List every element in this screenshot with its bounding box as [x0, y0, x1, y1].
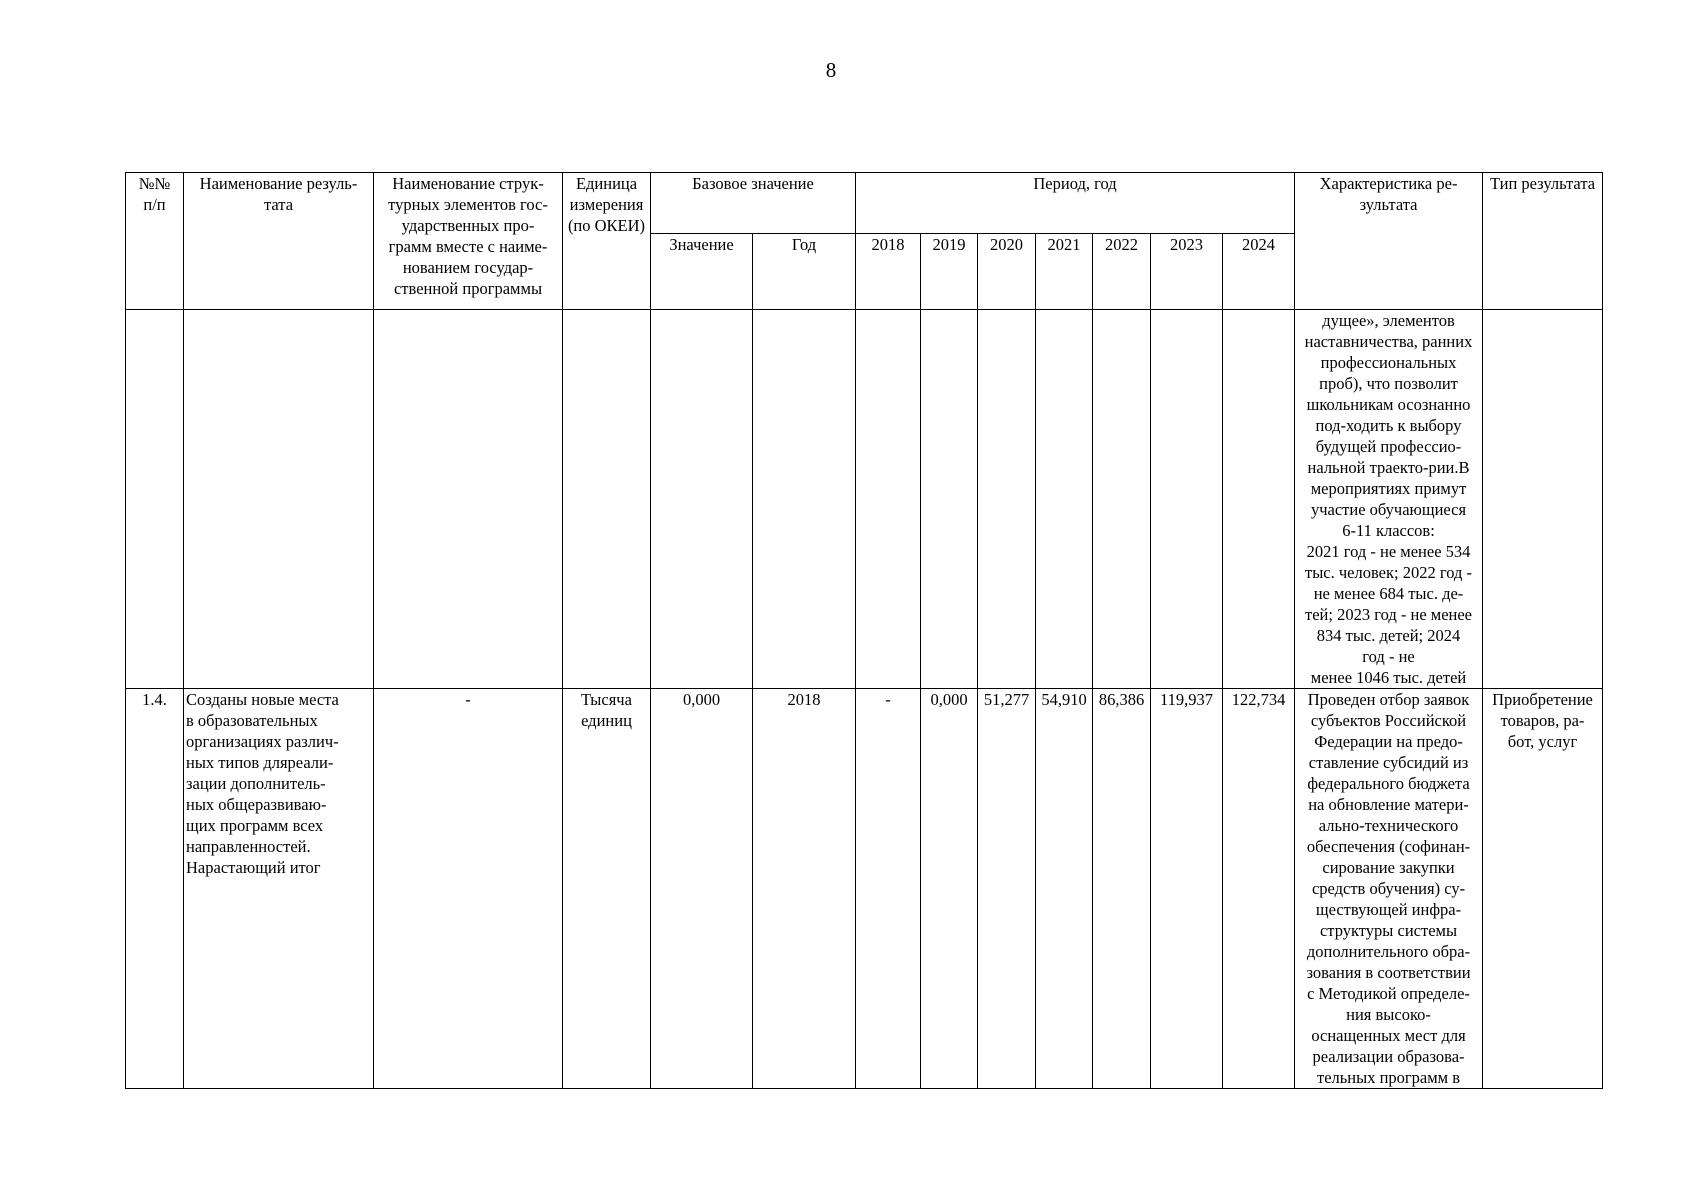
- header-year: 2019: [921, 234, 978, 310]
- cell-year-value: 86,386: [1093, 689, 1151, 1089]
- cell-year-value: 51,277: [978, 689, 1036, 1089]
- cell-empty: [856, 310, 921, 689]
- cell-empty: [1036, 310, 1093, 689]
- cell-empty: [978, 310, 1036, 689]
- table-row-continuation: [126, 310, 1603, 689]
- results-table: [125, 172, 1603, 1089]
- page-number: 8: [825, 58, 837, 82]
- cell-year-value: 54,910: [1036, 689, 1093, 1089]
- cell-year-value: 119,937: [1151, 689, 1223, 1089]
- header-base-value-group: Базовое значение: [651, 173, 856, 234]
- header-base-year: Год: [753, 234, 856, 310]
- cell-empty: [374, 310, 563, 689]
- table-row-1-4: [126, 689, 1603, 1089]
- cell-empty: [1151, 310, 1223, 689]
- header-year: 2022: [1093, 234, 1151, 310]
- cell-empty: [563, 310, 651, 689]
- header-year: 2018: [856, 234, 921, 310]
- header-num: №№ п/п: [126, 173, 184, 310]
- header-characteristic: Характеристика ре- зультата: [1295, 173, 1483, 310]
- cell-empty: [1483, 310, 1603, 689]
- cell-empty: [1223, 310, 1295, 689]
- header-year: 2020: [978, 234, 1036, 310]
- cell-empty: [651, 310, 753, 689]
- header-result-type: Тип результата: [1483, 173, 1603, 310]
- cell-empty: [753, 310, 856, 689]
- cell-year-value: 122,734: [1223, 689, 1295, 1089]
- header-year: 2023: [1151, 234, 1223, 310]
- cell-empty: [184, 310, 374, 689]
- header-base-value: Значение: [651, 234, 753, 310]
- cell-unit: Тысяча единиц: [563, 689, 651, 1089]
- header-result-name: Наименование резуль- тата: [184, 173, 374, 310]
- header-year: 2021: [1036, 234, 1093, 310]
- cell-year-value: 0,000: [921, 689, 978, 1089]
- header-structure-name: Наименование струк- турных элементов гос- ударственных про- грамм вместе с наиме- нованием государ- ственной программы: [374, 173, 563, 310]
- cell-characteristic: Проведен отбор заявок субъектов Российской Федерации на предо- ставление субсидий из федерального бюджета на обновление матери- ально-технического обеспечения (софинан- сирование закупки средств обучения) су- ществующей инфра- структуры системы дополнительного обра- зования в соответствии с Методикой определе- ния высоко- оснащенных мест для реализации образова- тельных программ в: [1295, 689, 1483, 1089]
- cell-num: 1.4.: [126, 689, 184, 1089]
- cell-characteristic: дущее», элементов наставничества, ранних профессиональных проб), что позволит школьникам осознанно под-ходить к выбору будущей профессио- нальной траекто-рии.В мероприятиях примут участие обучающиеся 6-11 классов: 2021 год - не менее 534 тыс. человек; 2022 год - не менее 684 тыс. де- тей; 2023 год - не менее 834 тыс. детей; 2024 год - не менее 1046 тыс. детей: [1295, 310, 1483, 689]
- header-row-1: [126, 173, 1603, 234]
- cell-empty: [1093, 310, 1151, 689]
- header-unit: Единица измерения (по ОКЕИ): [563, 173, 651, 310]
- cell-year-value: -: [856, 689, 921, 1089]
- cell-structure-name: -: [374, 689, 563, 1089]
- header-period-group: Период, год: [856, 173, 1295, 234]
- cell-empty: [921, 310, 978, 689]
- cell-result-type: Приобретение товаров, ра- бот, услуг: [1483, 689, 1603, 1089]
- cell-base-year: 2018: [753, 689, 856, 1089]
- cell-base-value: 0,000: [651, 689, 753, 1089]
- header-year: 2024: [1223, 234, 1295, 310]
- cell-result-name: Созданы новые места в образовательных организациях различ- ных типов дляреали- зации дополнитель- ных общеразвиваю- щих программ всех направленностей. Нарастающий итог: [184, 689, 374, 1089]
- cell-empty: [126, 310, 184, 689]
